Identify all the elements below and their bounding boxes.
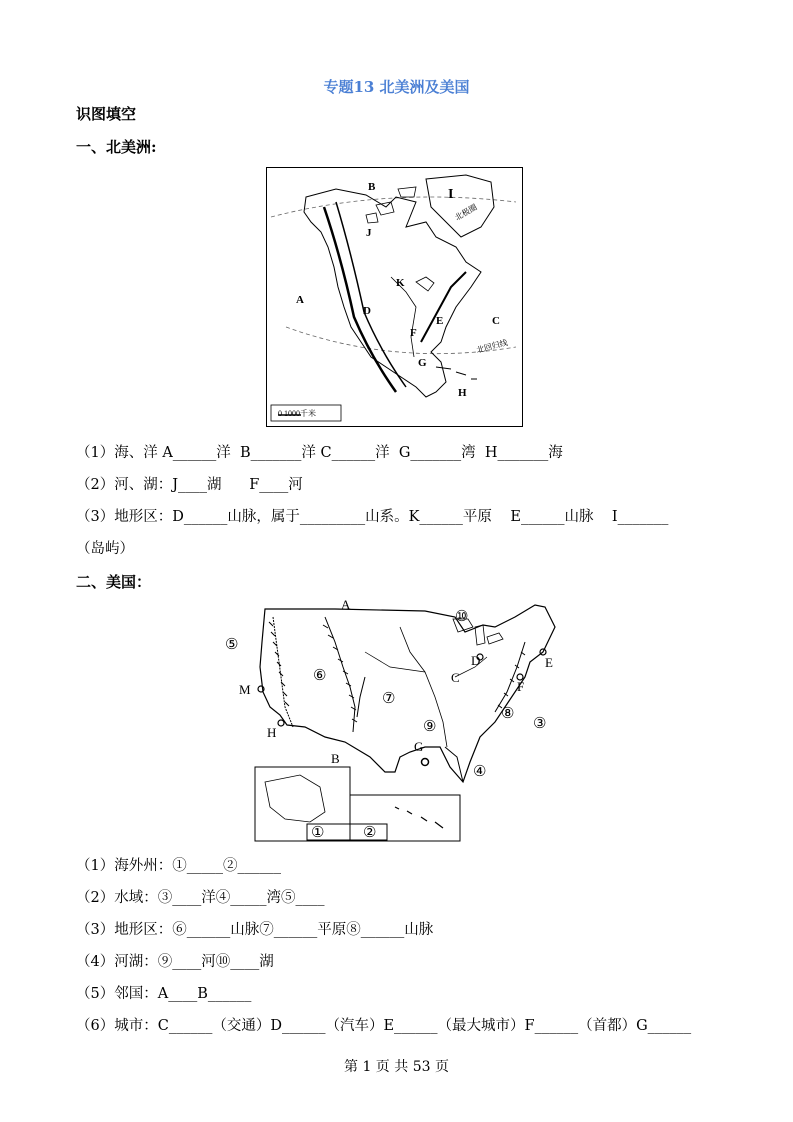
na-scale-label: 0 1000千米 — [278, 409, 316, 418]
p2-question-2: （2）水域：③____洋④_____湾⑤____ — [76, 890, 325, 906]
p1-question-1: （1）海、洋 A______洋 B_______洋 C______洋 G_______湾 H_______海 — [76, 445, 563, 461]
na-label-h: H — [458, 387, 467, 399]
na-label-j: J — [366, 227, 372, 239]
us-label-h: H — [267, 725, 277, 740]
p2-question-4: （4）河湖：⑨____河⑩____湖 — [76, 954, 274, 970]
document-title: 专题13 北美洲及美国 — [323, 78, 470, 96]
na-label-k: K — [396, 277, 405, 289]
us-label-n10: ⑩ — [455, 609, 469, 625]
na-label-e: E — [436, 315, 444, 327]
us-label-n6: ⑥ — [313, 668, 327, 684]
us-label-n5: ⑤ — [225, 637, 239, 653]
us-label-a: A — [341, 597, 351, 612]
us-label-m: M — [239, 682, 251, 697]
page-footer: 第 1 页 共 53 页 — [344, 1059, 449, 1075]
us-label-n7: ⑦ — [382, 691, 396, 707]
p1-question-3-cont: （岛屿） — [76, 541, 134, 557]
us-label-d: D — [471, 653, 481, 668]
us-label-n4: ④ — [473, 764, 487, 780]
us-label-n2: ② — [363, 825, 377, 841]
us-label-c: C — [451, 670, 460, 685]
p2-question-6: （6）城市：C______（交通）D______（汽车）E______（最大城市）F______（首都）G______ — [76, 1018, 692, 1034]
na-label-a: A — [296, 294, 304, 306]
us-label-b: B — [331, 751, 340, 766]
part1-heading: 一、北美洲: — [76, 138, 157, 156]
us-label-n1: ① — [311, 825, 325, 841]
na-label-b: B — [368, 181, 376, 193]
na-label-d: D — [363, 305, 371, 317]
na-label-tropic: 北回归线 — [475, 338, 509, 355]
us-label-n3: ③ — [533, 716, 547, 732]
p1-question-2: （2）河、湖：J____湖 F____河 — [76, 477, 303, 493]
usa-map — [225, 597, 570, 842]
section-label: 识图填空 — [76, 105, 137, 123]
part2-heading: 二、美国： — [76, 573, 152, 591]
north-america-map — [266, 167, 523, 427]
p2-question-5: （5）邻国：A____B______ — [76, 986, 252, 1002]
usa-map-drawing — [225, 597, 570, 842]
p1-question-3: （3）地形区：D______山脉，属于_________山系。K______平原 E______山脉 I_______ — [76, 509, 669, 525]
na-label-f: F — [410, 327, 417, 339]
na-label-i: I — [448, 187, 454, 202]
us-label-f: F — [517, 679, 525, 694]
us-label-n8: ⑧ — [501, 706, 515, 722]
us-label-n9: ⑨ — [423, 719, 437, 735]
p2-question-1: （1）海外州：①_____②______ — [76, 858, 281, 874]
us-label-e: E — [545, 655, 553, 670]
p2-question-3: （3）地形区：⑥______山脉⑦______平原⑧______山脉 — [76, 922, 434, 938]
north-america-map-drawing — [266, 167, 523, 427]
na-label-arctic: 北极圈 — [453, 202, 479, 223]
us-label-g: G — [414, 739, 424, 754]
na-label-g: G — [418, 357, 427, 369]
na-label-c: C — [492, 315, 500, 327]
